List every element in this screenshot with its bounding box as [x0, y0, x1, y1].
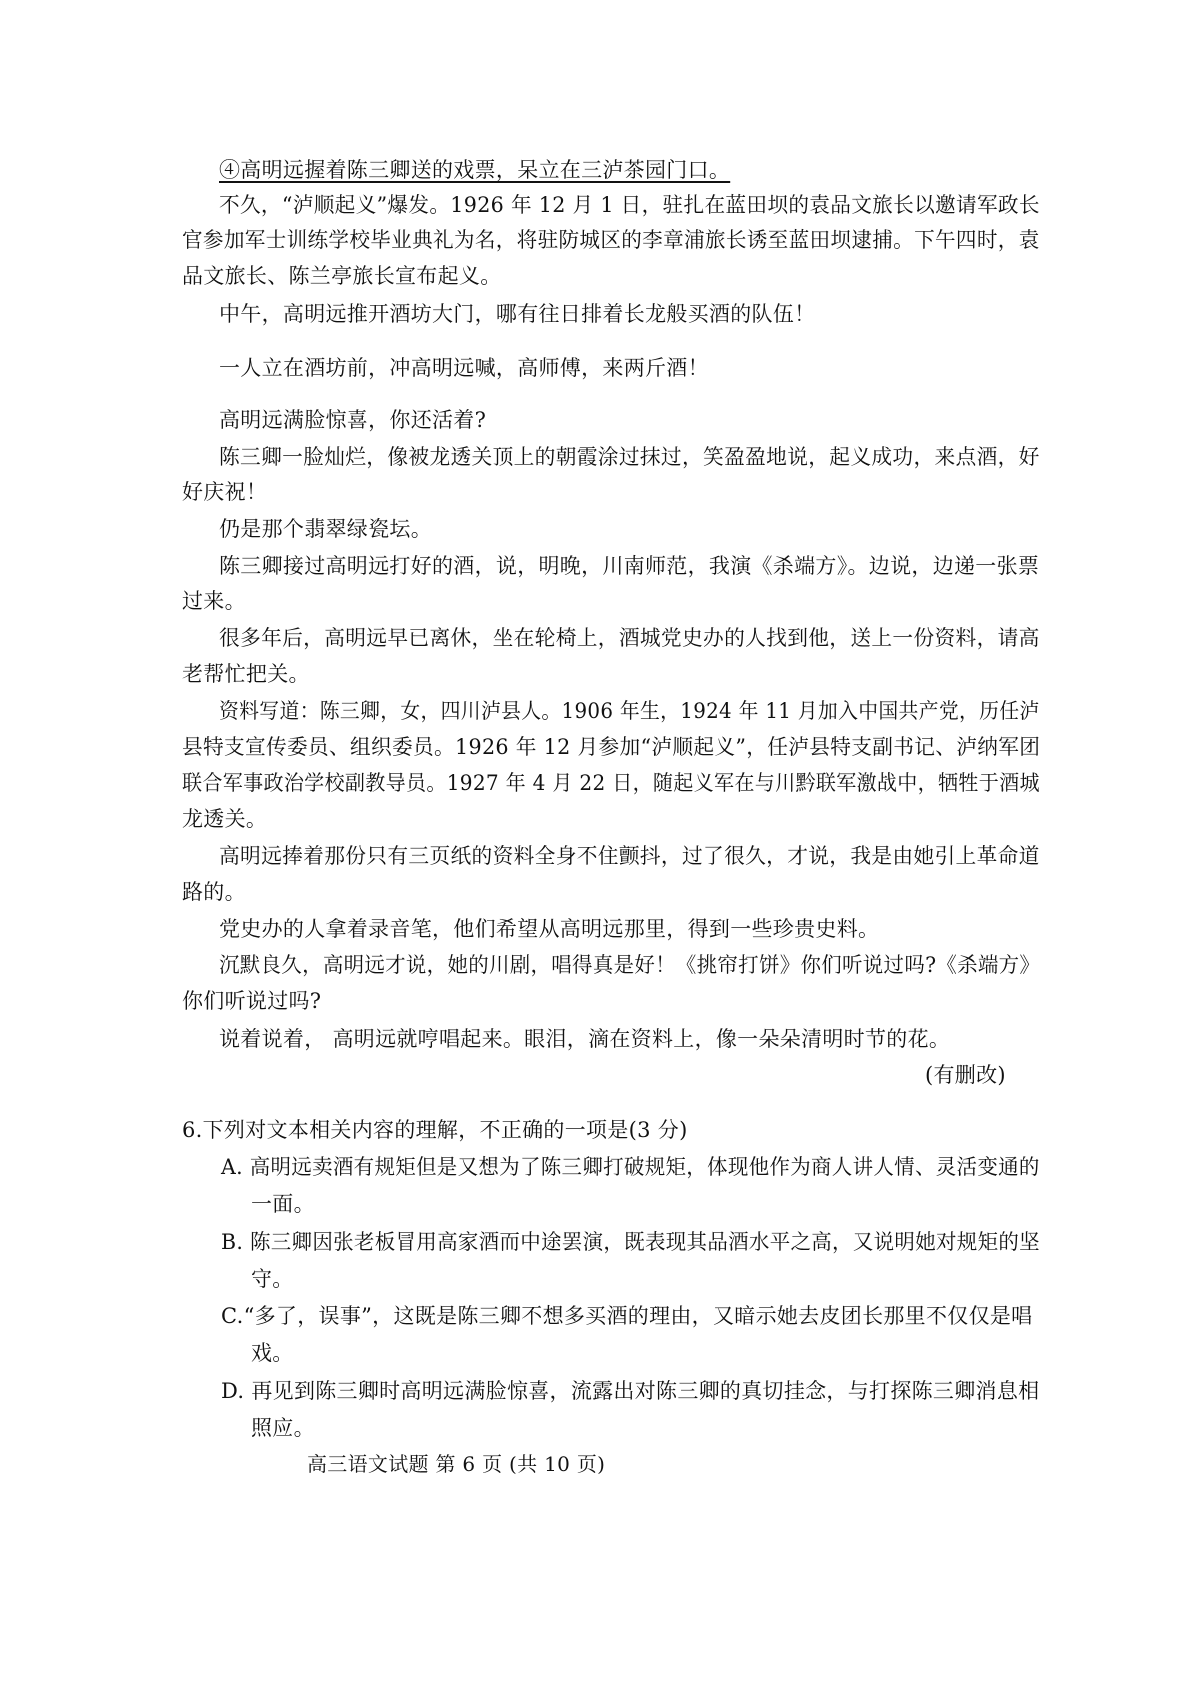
passage-line: 老帮忙把关。 [182, 662, 310, 686]
passage-line: 很多年后，高明远早已离休，坐在轮椅上，酒城党史办的人找到他，送上一份资料，请高 [219, 626, 1040, 650]
passage-line: 你们听说过吗? [182, 989, 322, 1013]
passage-line: 官参加军士训练学校毕业典礼为名，将驻防城区的李章浦旅长诱至蓝田坝逮捕。下午四时，袁 [182, 228, 1040, 252]
passage-line: 不久，“泸顺起义”爆发。1926 年 12 月 1 日，驻扎在蓝田坝的袁品文旅长以邀请军政长 [219, 193, 1040, 217]
option-b-cont: 守。 [251, 1267, 294, 1291]
question-stem: 6.下列对文本相关内容的理解，不正确的一项是(3 分) [182, 1118, 688, 1142]
passage-line: 说着说着， 高明远就哼唱起来。眼泪，滴在资料上，像一朵朵清明时节的花。 [219, 1027, 951, 1051]
passage-line: 县特支宣传委员、组织委员。1926 年 12 月参加“泸顺起义”，任泸县特支副书记、泸纳军团 [182, 735, 1041, 759]
option-c: C.“多了，误事”，这既是陈三卿不想多买酒的理由，又暗示她去皮团长那里不仅仅是唱 [221, 1304, 1033, 1328]
passage-line: 联合军事政治学校副教导员。1927 年 4 月 22 日，随起义军在与川黔联军激战中，牺牲于酒城 [182, 771, 1040, 795]
passage-line: 资料写道：陈三卿，女，四川泸县人。1906 年生，1924 年 11 月加入中国共产党，历任泸 [219, 699, 1040, 723]
page-footer: 高三语文试题 第 6 页 (共 10 页) [307, 1452, 606, 1476]
passage-line: 中午，高明远推开酒坊大门，哪有往日排着长龙般买酒的队伍！ [219, 302, 816, 326]
passage-line: 好庆祝！ [182, 480, 268, 504]
passage-line: 一人立在酒坊前，冲高明远喊，高师傅，来两斤酒！ [219, 356, 709, 380]
passage-line: 龙透关。 [182, 807, 268, 831]
passage-line: 品文旅长、陈兰亭旅长宣布起义。 [182, 264, 502, 288]
passage-line: 陈三卿接过高明远打好的酒，说，明晚，川南师范，我演《杀端方》。边说，边递一张票 [219, 554, 1040, 578]
passage-line: 路的。 [182, 880, 246, 904]
passage-line: 高明远满脸惊喜，你还活着? [219, 408, 487, 432]
option-c-cont: 戏。 [251, 1341, 294, 1365]
option-a-cont: 一面。 [251, 1192, 315, 1216]
passage-line: 陈三卿一脸灿烂，像被龙透关顶上的朝霞涂过抹过，笑盈盈地说，起义成功，来点酒，好 [219, 445, 1040, 469]
passage-line: ④高明远握着陈三卿送的戏票，呆立在三泸茶园门口。 [219, 158, 731, 182]
source-note: (有删改) [925, 1063, 1006, 1087]
option-b: B. 陈三卿因张老板冒用高家酒而中途罢演，既表现其品酒水平之高，又说明她对规矩的坚 [221, 1230, 1040, 1254]
passage-line: 沉默良久，高明远才说，她的川剧，唱得真是好！《挑帘打饼》你们听说过吗?《杀端方》 [219, 953, 1041, 977]
option-d-cont: 照应。 [251, 1416, 315, 1440]
passage-line: 党史办的人拿着录音笔，他们希望从高明远那里，得到一些珍贵史料。 [219, 917, 880, 941]
passage-line: 过来。 [182, 589, 246, 613]
passage-line: 高明远捧着那份只有三页纸的资料全身不住颤抖，过了很久，才说，我是由她引上革命道 [219, 844, 1040, 868]
option-a: A. 高明远卖酒有规矩但是又想为了陈三卿打破规矩，体现他作为商人讲人情、灵活变通的 [221, 1155, 1040, 1179]
option-d: D. 再见到陈三卿时高明远满脸惊喜，流露出对陈三卿的真切挂念，与打探陈三卿消息相 [221, 1379, 1040, 1403]
passage-line: 仍是那个翡翠绿瓷坛。 [219, 517, 432, 541]
